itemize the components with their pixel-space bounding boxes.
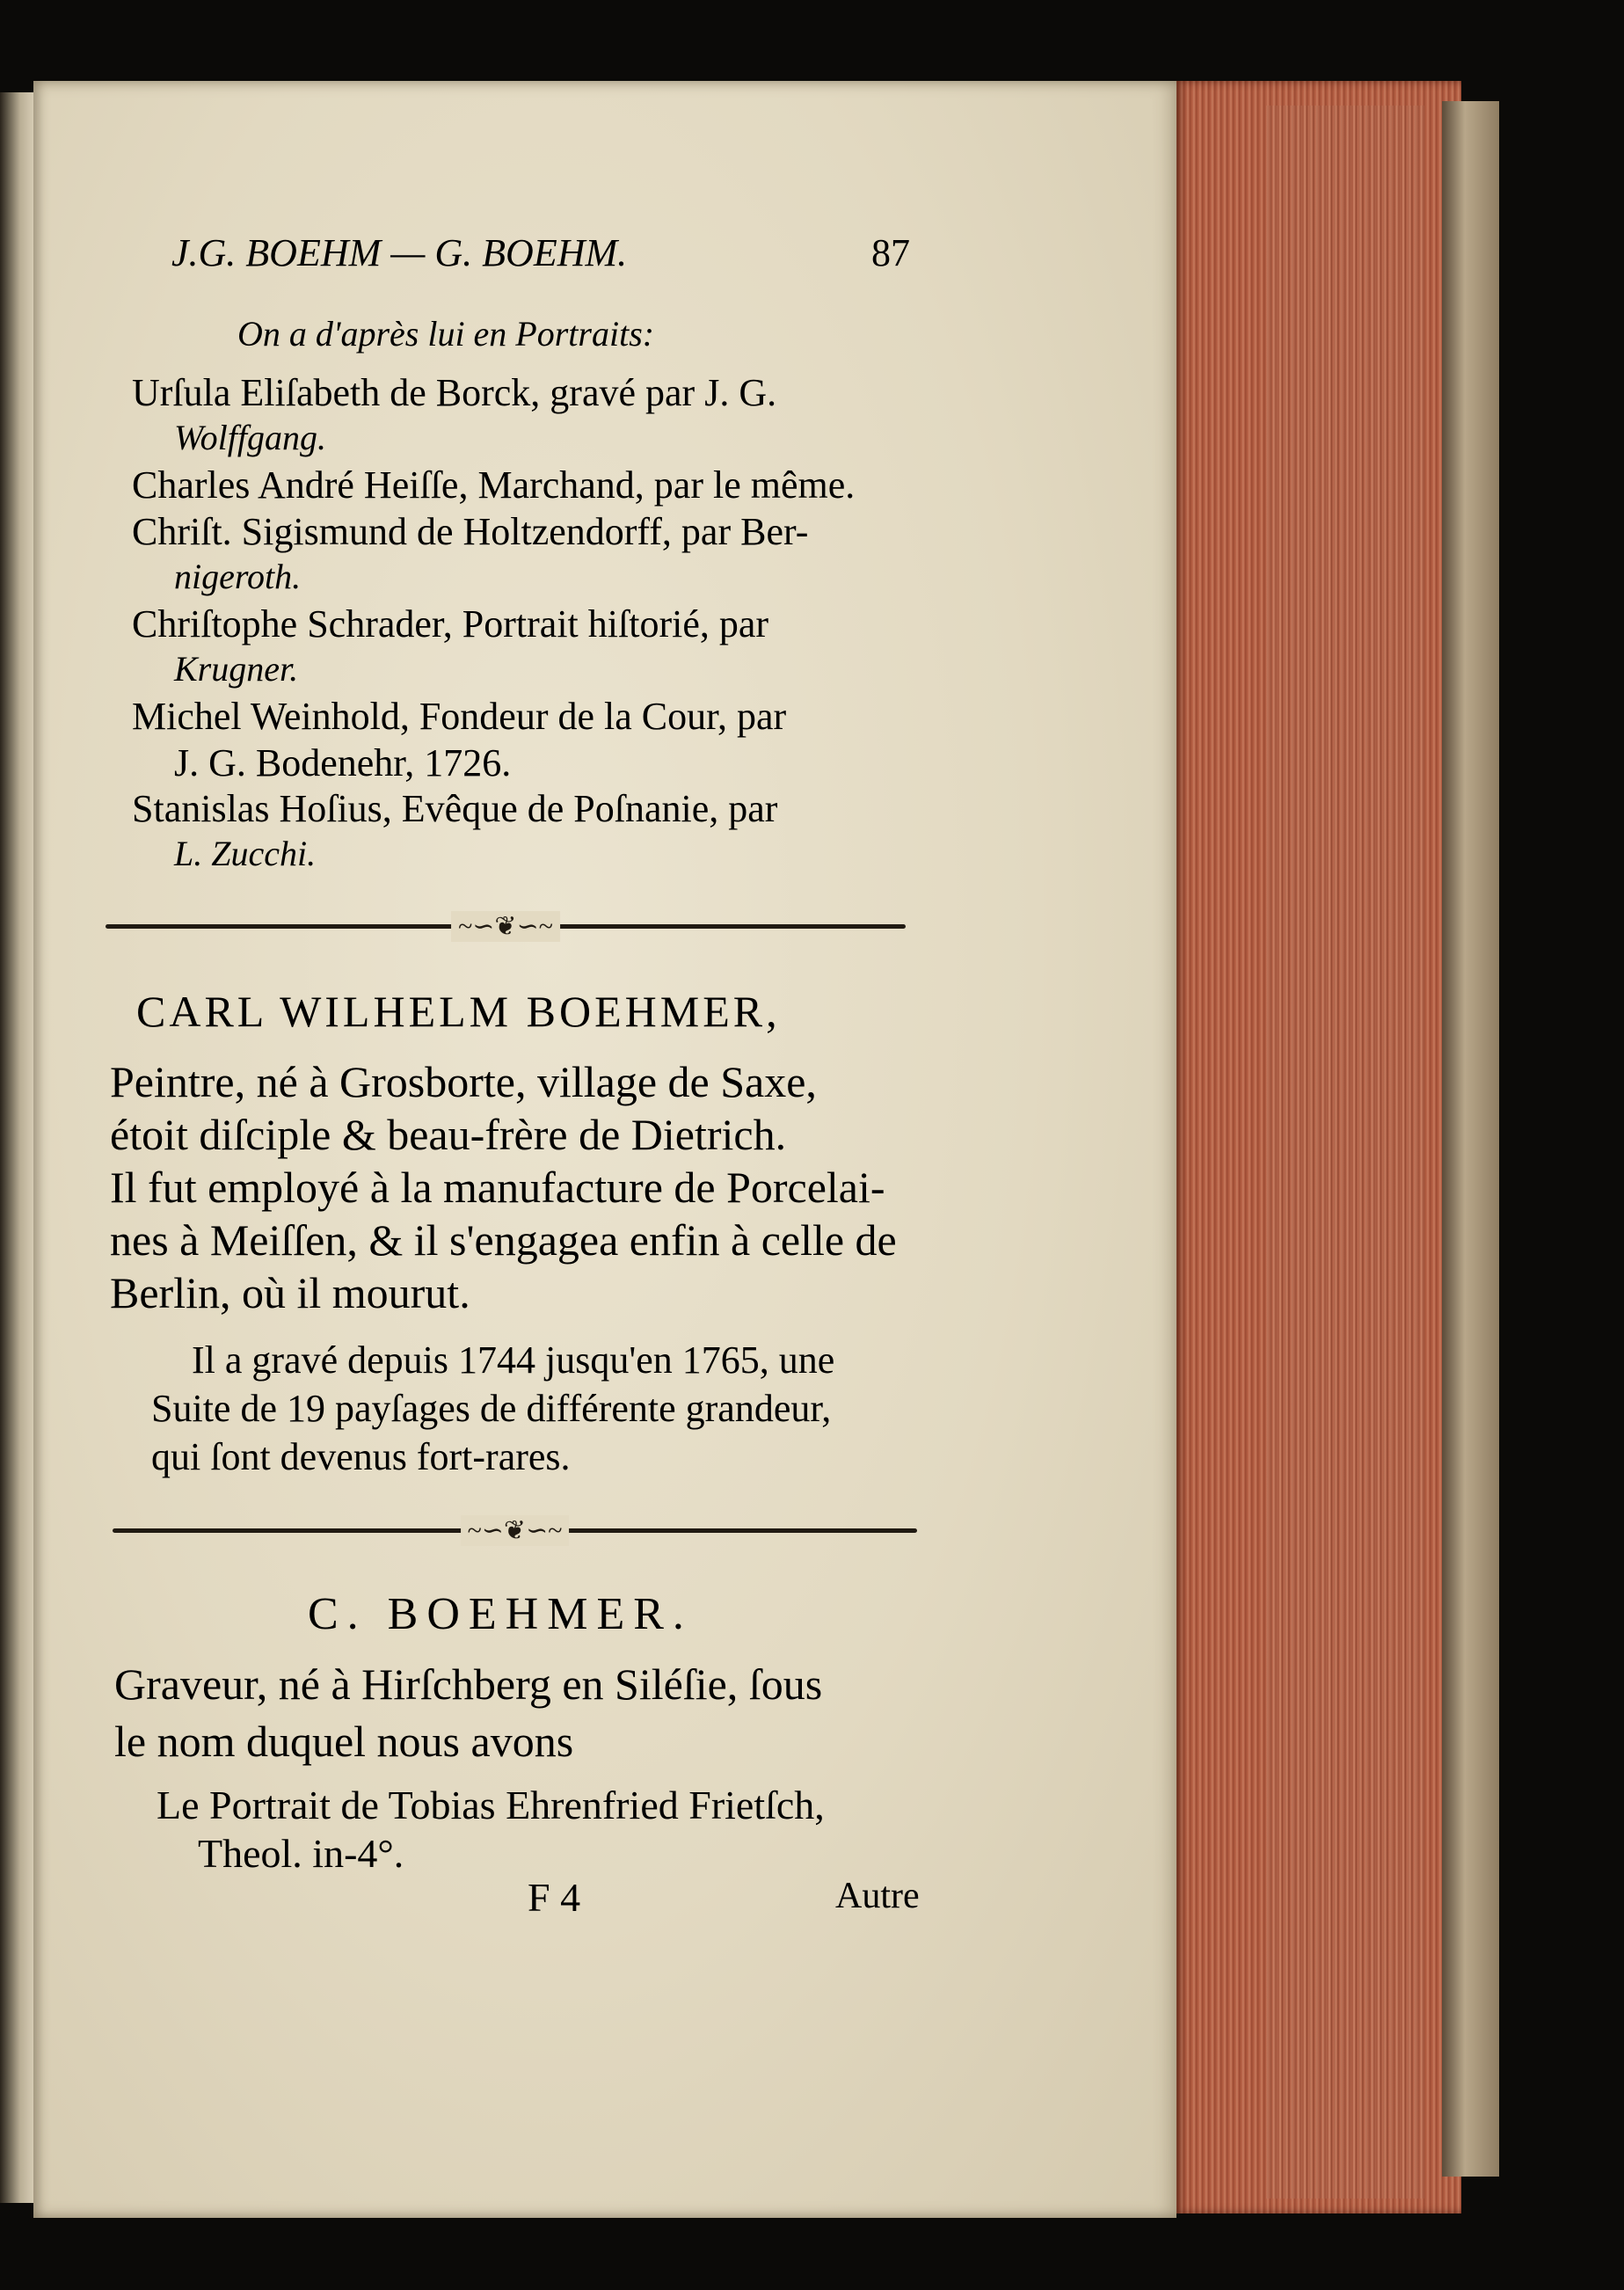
portraits-intro: On a d'après lui en Portraits: — [237, 314, 655, 354]
works-line: Theol. in-4°. — [198, 1831, 404, 1876]
portrait-line: Urſula Eliſabeth de Borck, gravé par J. G. — [132, 371, 777, 414]
signature-mark: F 4 — [528, 1875, 581, 1920]
ornamental-rule — [106, 912, 906, 941]
portrait-line: Chriſtophe Schrader, Portrait hiſtorié, par — [132, 602, 769, 645]
page-edge-texture — [1266, 106, 1424, 2199]
portrait-line: Stanislas Hoſius, Evêque de Poſnanie, par — [132, 787, 778, 830]
portrait-line: L. Zucchi. — [174, 834, 317, 873]
catchword: Autre — [835, 1876, 920, 1916]
bio-line: Peintre, né à Grosborte, village de Saxe, — [110, 1057, 817, 1106]
running-head-title: J.G. BOEHM — G. BOEHM. — [171, 231, 628, 274]
book-cover-edge — [1442, 101, 1499, 2177]
ornamental-rule — [113, 1516, 917, 1545]
rule-ornament: ~∽❦∽~ — [451, 911, 560, 942]
portrait-line: J. G. Bodenehr, 1726. — [174, 741, 512, 784]
works-line: Il a gravé depuis 1744 jusqu'en 1765, une — [192, 1338, 835, 1382]
works-line: Suite de 19 payſages de différente grandeur, — [151, 1387, 832, 1430]
bio-line: étoit diſciple & beau-frère de Dietrich. — [110, 1110, 787, 1159]
works-line: Le Portrait de Tobias Ehrenfried Frietſch, — [157, 1783, 825, 1827]
rule-ornament: ~∽❦∽~ — [461, 1515, 570, 1546]
portrait-line: Chriſt. Sigismund de Holtzendorff, par Ber- — [132, 510, 809, 553]
bio-line: nes à Meiſſen, & il s'engagea enfin à celle de — [110, 1215, 897, 1265]
entry-heading: CARL WILHELM BOEHMER, — [136, 987, 781, 1036]
bio-line: Berlin, où il mourut. — [110, 1268, 470, 1317]
page-number: 87 — [871, 231, 910, 274]
works-line: qui ſont devenus fort-rares. — [151, 1435, 571, 1478]
portrait-line: Wolffgang. — [174, 418, 326, 457]
previous-page-edge — [0, 92, 33, 2203]
portrait-line: Michel Weinhold, Fondeur de la Cour, par — [132, 695, 787, 738]
bio-line: Il fut employé à la manufacture de Porcelai- — [110, 1163, 885, 1212]
bio-line: Graveur, né à Hirſchberg en Siléſie, ſous — [114, 1659, 823, 1709]
bio-line: le nom duquel nous avons — [114, 1717, 574, 1766]
portrait-line: nigeroth. — [174, 557, 302, 596]
entry-heading: C. BOEHMER. — [308, 1589, 693, 1639]
portrait-line: Charles André Heiſſe, Marchand, par le même. — [132, 463, 856, 507]
portrait-line: Krugner. — [174, 649, 299, 689]
